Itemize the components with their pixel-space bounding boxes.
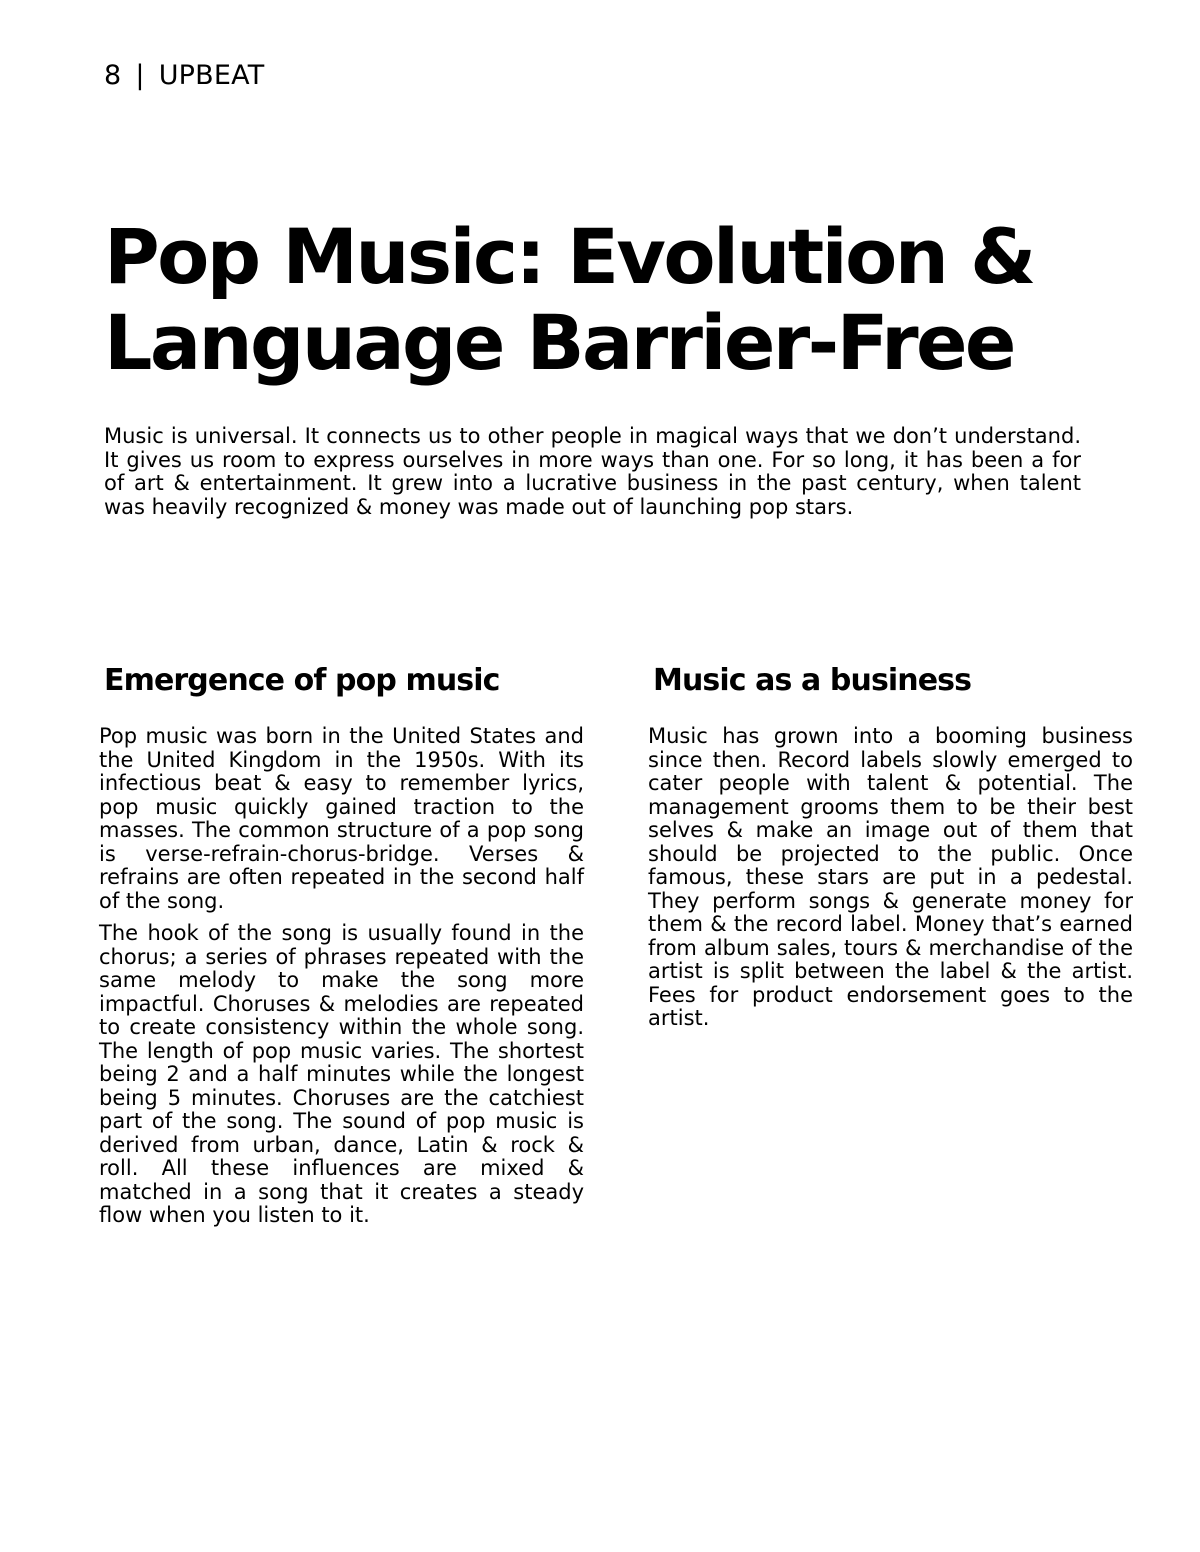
page-number: 8 (104, 60, 122, 91)
section-paragraph: The hook of the song is usually found in the chorus; a series of phrases repeated with the same melody to make the song more impactful. Choruses & melodies are repeated to create consistency within the whole song. The length of pop music varies. The shortest being 2 and a half minutes while the longest being 5 minutes. Choruses are the catchiest part of the song. The sound of pop music is derived from urban, dance, Latin & rock & roll. All these influences are mixed & matched in a song that it creates a steady flow when you listen to it. (99, 921, 584, 1227)
section-business (648, 660, 1133, 1031)
publication-name: UPBEAT (158, 60, 265, 91)
article-title (104, 214, 1144, 386)
section-heading: Music as a business (653, 663, 972, 698)
intro-paragraph: Music is universal. It connects us to other people in magical ways that we don’t understand. It gives us room to express ourselves in more ways than one. For so long, it has been a for of art & entertainment. It grew into a lucrative business in the past century, when talent was heavily recognized & money was made out of launching pop stars. (104, 424, 1081, 519)
header-separator: | (135, 60, 145, 91)
title-line-2: Language Barrier-Free (104, 298, 1014, 387)
section-emergence (99, 660, 584, 1228)
section-body (99, 725, 584, 1228)
title-line-1: Pop Music: Evolution & (104, 212, 1034, 301)
section-heading: Emergence of pop music (104, 663, 500, 698)
section-paragraph: Pop music was born in the United States and the United Kingdom in the 1950s. With its infectious beat & easy to remember lyrics, pop music quickly gained traction to the masses. The common structure of a pop song is verse-refrain-chorus-bridge. Verses & refrains are often repeated in the second half of the song. (99, 724, 584, 913)
section-body (648, 725, 1133, 1031)
section-paragraph: Music has grown into a booming business since then. Record labels slowly emerged to cater people with talent & potential. The management grooms them to be their best selves & make an image out of them that should be projected to the public. Once famous, these stars are put in a pedestal. They perform songs & generate money for them & the record label. Money that’s earned from album sales, tours & merchandise of the artist is split between the label & the artist. Fees for product endorsement goes to the artist. (648, 724, 1133, 1030)
running-header (104, 58, 264, 94)
